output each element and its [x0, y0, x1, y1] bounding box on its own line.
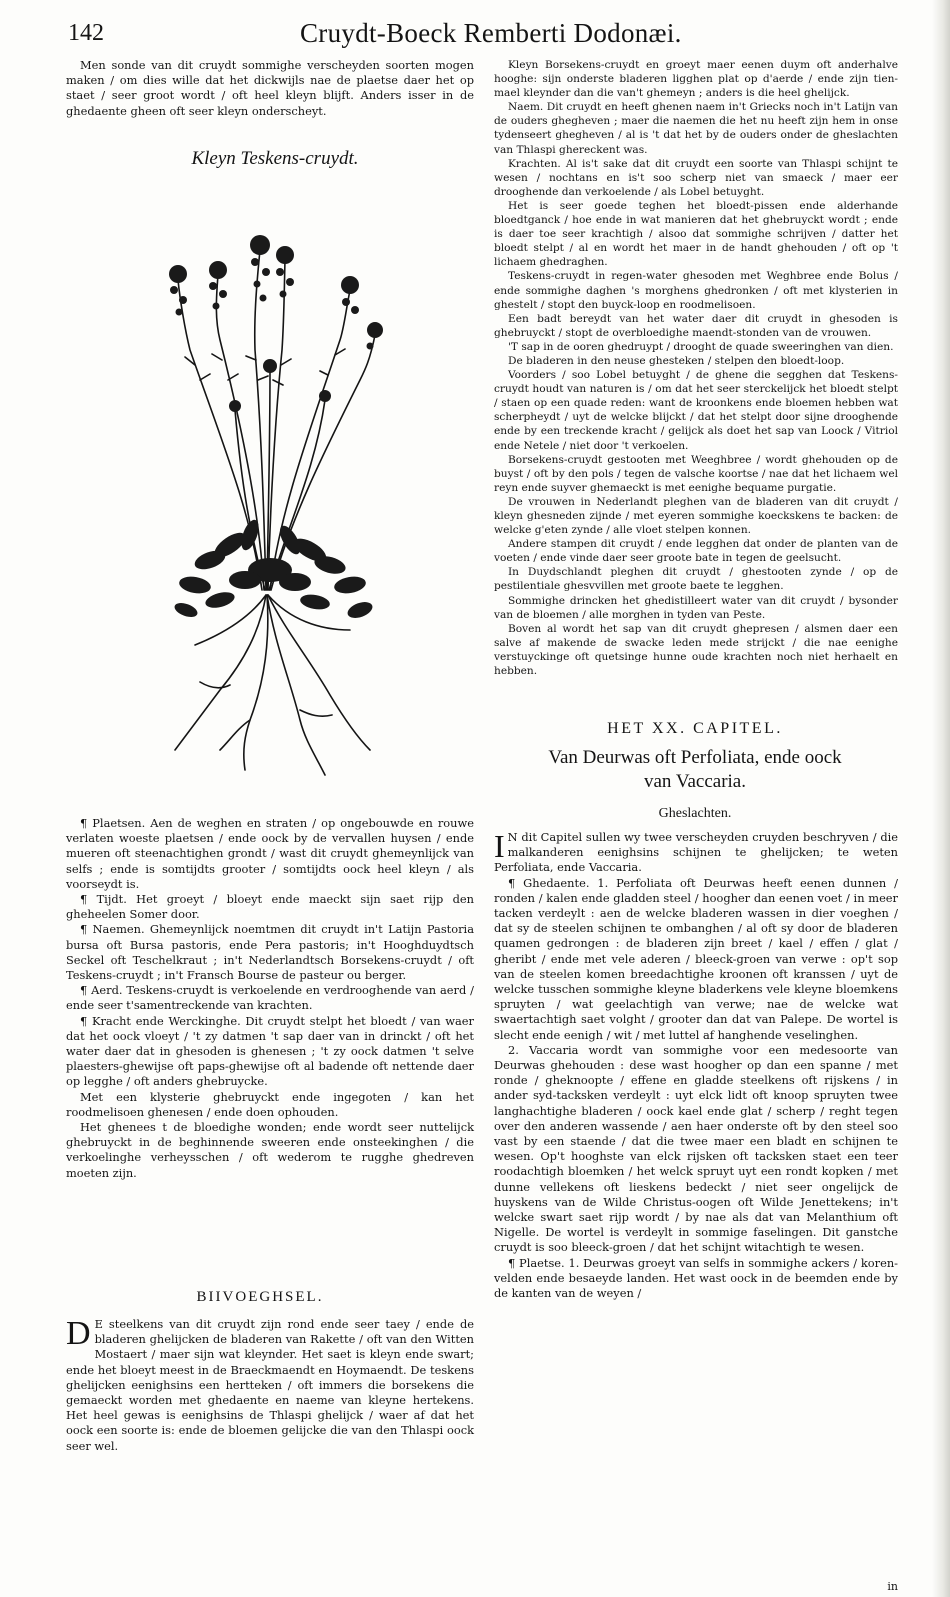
plaetse-label: Plaetse. [519, 1255, 565, 1270]
drop-cap: D [66, 1315, 91, 1352]
vaccaria-paragraph: 2. Vaccaria wordt van sommighe voor een medesoorte van Deurwas ghehouden : dese wast hoogher op dan een spanne / met ronde / gheknoopte / effene en gladde steelkens oft rijskens / in ander syd-tacksken verdeylt : uyt elck lidt oft knoop spruyten twee langhachtighe bladeren / oock kael ende glat / scherp / reght tegen over den anderen wassende / aen haer onderste oft by den steel soo vast by een staende / dat die twee maer een bladt en schijnen te wesen. Op't hooghste van elck rijsken oft tacksken staet een teer roodachtigh bloemken / het welck spruyt uyt een rondt kopken / met dunne vellekens oft lieskens bedeckt / niet seer ongelijck de huyskens van de Wilde Christus-oogen oft Wilde Jenettekens; in't welcke swart saet rijp wordt / by nae als dat van Melanthium oft Nigelle. De wortel is verdeylt in sommige faselingen. Dit ganstche cruydt is soo bleeck-groen / dat het schijnt witachtigh te wesen. [494, 1042, 898, 1255]
page-edge [932, 0, 950, 1597]
page-header [0, 18, 950, 58]
intro-paragraph: Men sonde van dit cruydt sommighe verscheyden soorten mogen maken / om dies wille dat het dickwijls nae de plaetse daer het op staet / seer groot wordt / oft heel kleyn blijft. Anders isser in de ghedaente gheen oft seer kleyn onderscheyt. [66, 58, 474, 118]
kracht-label: Kracht ende Werckinghe. [91, 1013, 241, 1028]
page-number: 142 [68, 20, 104, 46]
chapter-title-line2: van Vaccaria. [644, 771, 746, 792]
right-paragraph: Kleyn Borsekens-cruydt en groeyt maer eenen duym oft anderhalve hooghe: sijn onderste bladeren ligghen plat op d'aerde / ende zijn tien-mael kleynder dan die van't ghemeyn ; anders is die heel ghelijck. [494, 59, 898, 100]
aerd-label: Aerd. [91, 983, 123, 998]
right-paragraph: De bladeren in den neuse ghesteken / stelpen den bloedt-loop. [508, 354, 845, 367]
right-paragraph: In Duydschlandt pleghen dit cruydt / ghestooten zynde / op de pestilentiale ghesvvillen met groote baete te legghen. [494, 566, 898, 593]
right-paragraph: Naem. Dit cruydt en heeft ghenen naem in't Griecks noch in't Latijn van de ouders ghegheven ; maer die naemen die het nu heeft zijn hem in onse tydenseert ghegheven / al is 't dat het by de ouders onder de gheslachten van Thlaspi ghereckent was. [494, 101, 898, 156]
bijvoeghsel-body [66, 1317, 474, 1454]
right-paragraph: Krachten. Al is't sake dat dit cruydt een soorte van Thlaspi schijnt te wesen / nochtans en is't soo scherp niet van smaeck / maer eer drooghende dan verkoelende / als Lobel betuyght. [494, 157, 898, 198]
right-paragraph: Boven al wordt het sap van dit cruydt ghepresen / alsmen daer een salve af makende de swacke leden mede strijckt / die nae eenighe verstuyckinge oft quetsinge hunne oude krachten noch niet herhaelt en hebben. [494, 622, 898, 678]
tijdt-label: Tijdt. [96, 892, 127, 907]
naemen-label: Naemen. [92, 922, 145, 937]
right-body [494, 58, 898, 678]
aerd-paragraph: ¶ Aerd. Teskens-cruydt is verkoelende en verdrooghende van aerd / ende seer t'samentreckende van krachten. [66, 983, 475, 1013]
chapter-heading [500, 720, 890, 822]
geslachten-heading: Gheslachten. [658, 806, 732, 821]
chapter-intro: N dit Capitel sullen wy twee verscheyden cruyden beschryven / die malkanderen eenighsins schijnen te ghelijcken; te weten Perfoliata, ende Vaccaria. [494, 830, 898, 875]
plaetsen-label: Plaetsen. [92, 816, 146, 830]
plaetse-paragraph: ¶ Plaetse. 1. Deurwas groeyt van selfs in sommighe ackers / koren-velden ende besaeyde landen. Het wast oock in de beemden ende by de kanten van de weyen / [494, 1255, 899, 1301]
right-paragraph: Andere stampen dit cruydt / ende legghen dat onder de planten van de voeten / ende vinde daer seer groote bate in tegen de geelsucht. [494, 538, 898, 565]
right-paragraph: Een badt bereydt van het water daer dit cruydt in ghesoden is ghebruyckt / stopt de overbloedighe maendt-stonden van de vrouwen. [494, 312, 898, 339]
running-title: Cruydt-Boeck Remberti Dodonæi. [300, 18, 682, 48]
right-paragraph: Borsekens-cruydt gestooten met Weeghbree / wordt ghehouden op de buyst / oft by den pols / tegen de valsche koortse / nae dat het lichaem wel reyn ende suyver ghemaeckt is met eenighe bequame purgatie. [494, 453, 898, 494]
bijvoeghsel-heading: BIIVOEGHSEL. [196, 1289, 324, 1305]
ghedaente-label: Ghedaente. [523, 875, 590, 890]
drop-cap: I [494, 828, 505, 864]
chapter-title-line1: Van Deurwas oft Perfoliata, ende oock [548, 747, 842, 768]
left-intro [66, 58, 474, 119]
left-body [66, 816, 474, 1181]
right-paragraph: Het is seer goede teghen het bloedt-pissen ende alderhande bloedtganck / hoe ende in wat manieren dat het ghebruyckt wordt ; ende is daer toe seer krachtigh / alsoo dat sommighe schrijven / datter het bloedt stelpt / al en wordt het maer in de handt ghehouden / oft op 't lichaem ghedraghen. [494, 199, 898, 269]
bijvoeghsel-paragraph: E steelkens van dit cruydt zijn rond ende seer taey / ende de bladeren ghelijcken de bladeren van Rakette / oft van den Witten Mostaert / maer sijn wat kleynder. Het saet is kleyn ende swart; ende het bloeyt meest in de Braeckmaendt en Hoymaendt. De teskens ghelijcken eenighsins een hertteken / oft immers die borsekens die gemaeckt worden met ghedaente en naeme van kleyne hertekens. Het heel gewas is eenighsins de Thlaspi ghelijck / waer af dat het oock een soorte is: ende de bloemen gelijcke die van den Thlaspi oock seer wel. [66, 1317, 474, 1453]
right-paragraph: De vrouwen in Nederlandt pleghen van de bladeren van dit cruydt / kleyn ghesneden zijnde / met eyeren sommighe koeckskens te backen: de welcke g'eten zynde / alle vloet stelpen konnen. [494, 495, 898, 537]
figure-caption: Kleyn Teskens-cruydt. [191, 148, 359, 169]
right-paragraph: 'T sap in de ooren ghedruypt / drooght de quade sweeringhen van dien. [508, 340, 894, 353]
body-paragraph: Met een klysterie ghebruyckt ende ingegoten / kan het roodmelisoen ghenesen / ende doen ophouden. [66, 1089, 474, 1119]
naemen-paragraph: ¶ Naemen. Ghemeynlijck noemtmen dit cruydt in't Latijn Pastoria bursa oft Bursa pastoris, ende Pera pastoris; in't Hooghduydtsch Seckel oft Teschelkraut ; in't Nederlandtsch Borsekens-cruydt / oft Teskens-cruydt ; in't Fransch Bourse de pasteur ou berger. [66, 922, 474, 983]
right-paragraph: Voorders / soo Lobel betuyght / de ghene die segghen dat Teskens-cruydt houdt van naturen is / om dat het seer sterckelijck het bloedt stelpt / staen op een quade reden: want de kroonkens ende bloemen hebben wat scherpheydt / uyt de welcke blijckt / dat het stelpt door sijne drooghende ende by een treckende kracht / gelijck als doet het sap van Loock / Vitriol ende Netele / niet door 't verkoelen. [494, 369, 898, 452]
body-paragraph: Het ghenees t de bloedighe wonden; ende wordt seer nuttelijck ghebruyckt in de beghinnende sweeren ende onsteekinghen / die verkoelinghe verheysschen / oft wederom te rugghe ghedreven moeten zijn. [66, 1120, 474, 1180]
kracht-paragraph: ¶ Kracht ende Werckinghe. Dit cruydt stelpt het bloedt / van waer dat het oock vloeyt / 't zy datmen 't sap daer van in drinckt / oft het water daer dat in ghesoden is ghenesen ; 't zy oock datmen 't selve plaesters-ghewijse oft paps-ghewijse oft al badende oft nettende daer op legghe / oft anders ghebruycke. [66, 1013, 474, 1089]
chapter-body [494, 830, 898, 1301]
shepherds-purse-woodcut-icon [150, 190, 395, 790]
right-paragraph: Teskens-cruydt in regen-water ghesoden met Weghbree ende Bolus / ende sommighe daghen 's morghens ghedronken / oft met klysterien in ghestelt / stopt den buyck-loop en roodmelisoen. [494, 270, 898, 311]
catchword: in [887, 1580, 898, 1593]
tijdt-paragraph: ¶ Tijdt. Het groeyt / bloeyt ende maeckt sijn saet rijp den gheheelen Somer door. [66, 892, 474, 922]
right-paragraph: Sommighe drincken het ghedistilleert water van dit cruydt / bysonder van de bloemen / alle morghen in tyden van Peste. [494, 594, 898, 621]
chapter-number: HET XX. CAPITEL. [607, 720, 783, 737]
plaetsen-paragraph: ¶ Plaetsen. Aen de weghen en straten / op ongebouwde en rouwe verlaten woeste plaetsen / ende oock by de vervallen huysen / ende mueren oft steenachtighen grondt / wast dit cruydt ghemeynlijck van selfs ; ende is somtijdts grooter / somtijdts oock heel kleyn / als voorseydt is. [66, 816, 474, 891]
ghedaente-paragraph: ¶ Ghedaente. 1. Perfoliata oft Deurwas heeft eenen dunnen / ronden / kalen ende gladden steel / hoogher dan eenen voet / in meer tacken verdeylt : aen de welcke bladeren wassen in dier voeghen / dat sy de steelen schijnen te ombanghen / al oft sy door de bladeren quamen gedrongen : de bladeren zijn breet / kael / effen / glat / gheribt / ende met vele aderen / bleeck-groen van verwe : op't sop van de steelen komen breedachtighe kroonen oft kranssen / uyt de welcke tusschen sommighe kleyne bladerkens vele kleyne bloemkens spruyten / wat geelachtigh van verwe; nae de welcke wat swaertachtigh saet volght / grooter dan dat van Palepe. De wortel is slecht ende eenigh / wit / met luttel af hanghende veselinghen. [494, 875, 898, 1042]
